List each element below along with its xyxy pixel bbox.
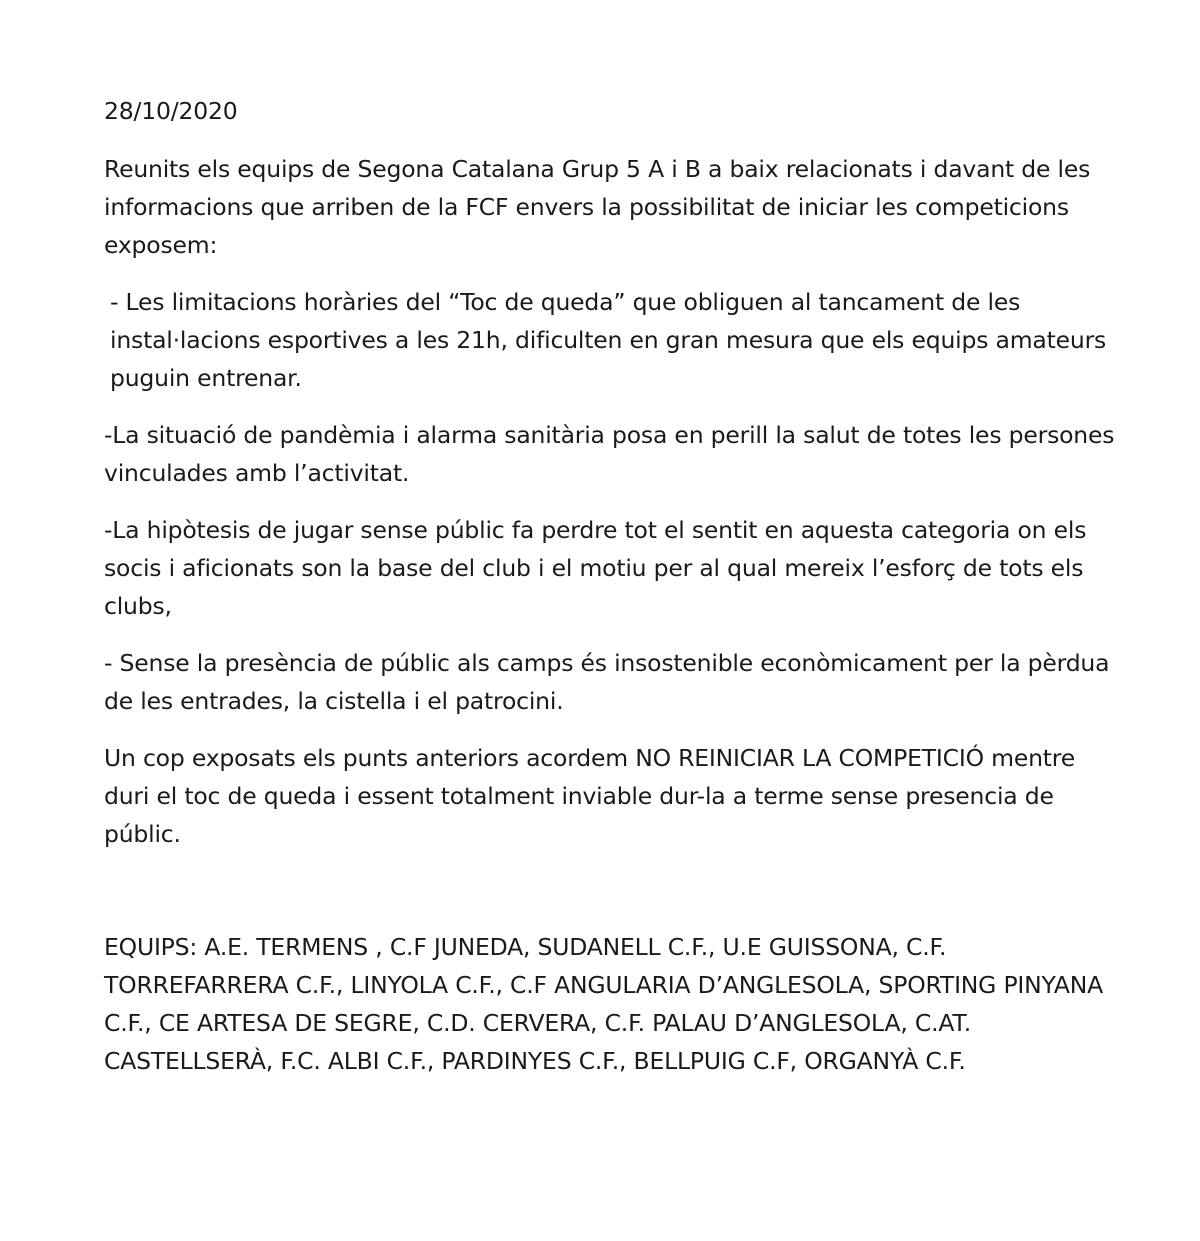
point-curfew: - Les limitacions horàries del “Toc de queda” que obliguen al tancament de les instal·lacions esportives a les 21h, dificulten en gran mesura que els equips amateurs puguin entrenar. xyxy=(110,288,1107,392)
document-date: 28/10/2020 xyxy=(104,97,238,125)
point-pandemic: -La situació de pandèmia i alarma sanitària posa en perill la salut de totes les persones vinculades amb l’activitat. xyxy=(104,421,1115,487)
teams-list: EQUIPS: A.E. TERMENS , C.F JUNEDA, SUDANELL C.F., U.E GUISSONA, C.F. TORREFARRERA C.F., LINYOLA C.F., C.F ANGULARIA D’ANGLESOLA, SPORTING PINYANA C.F., CE ARTESA DE SEGRE, C.D. CERVERA, C.F. PALAU D’ANGLESOLA, C.AT. CASTELLSERÀ, F.C. ALBI C.F., PARDINYES C.F., BELLPUIG C.F, ORGANYÀ C.F. xyxy=(104,933,1103,1075)
intro-paragraph: Reunits els equips de Segona Catalana Grup 5 A i B a baix relacionats i davant de les informacions que arriben de la FCF envers la possibilitat de iniciar les competicions exposem: xyxy=(104,155,1091,259)
point-no-public: -La hipòtesis de jugar sense públic fa perdre tot el sentit en aquesta categoria on els socis i aficionats son la base del club i el motiu per al qual mereix l’esforç de tots els clubs, xyxy=(104,516,1087,620)
point-economic: - Sense la presència de públic als camps és insostenible econòmicament per la pèrdua de les entrades, la cistella i el patrocini. xyxy=(104,649,1110,715)
document-page xyxy=(104,92,1124,1099)
conclusion-paragraph: Un cop exposats els punts anteriors acordem NO REINICIAR LA COMPETICIÓ mentre duri el toc de queda i essent totalment inviable dur-la a terme sense presencia de públic. xyxy=(104,744,1076,848)
